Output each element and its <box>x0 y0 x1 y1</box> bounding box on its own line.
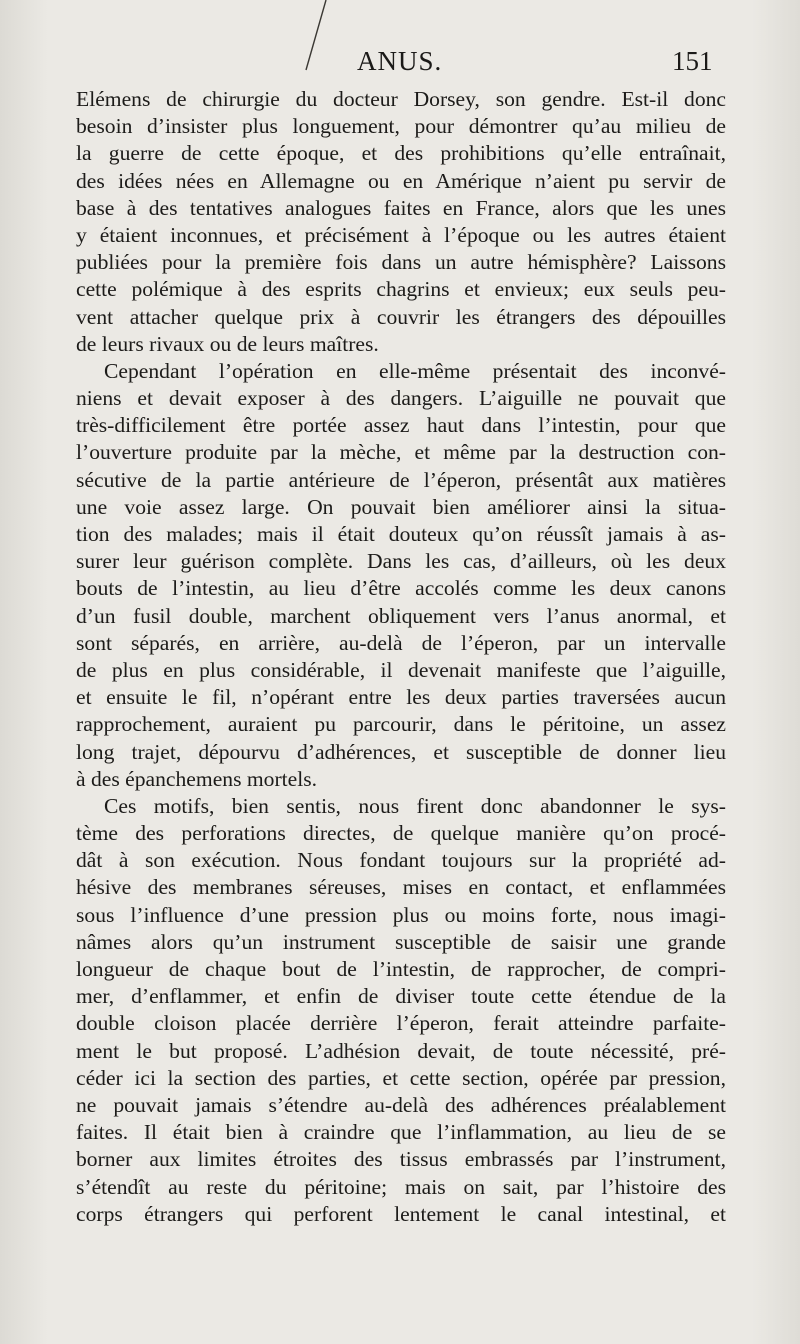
text-line: publiées pour la première fois dans un autre hémisphère? Laissons <box>76 250 726 275</box>
text-line: rapprochement, auraient pu parcourir, dans le péritoine, un assez <box>76 712 726 737</box>
text-line: l’ouverture produite par la mèche, et même par la destruction con- <box>76 440 726 465</box>
text-line: y étaient inconnues, et précisément à l’époque ou les autres étaient <box>76 222 726 247</box>
text-line: la guerre de cette époque, et des prohibitions qu’elle entraînait, <box>76 141 726 166</box>
text-line: longueur de chaque bout de l’intestin, de rapprocher, de compri- <box>76 957 726 981</box>
text-line: s’étendît au reste du péritoine; mais on sait, par l’histoire des <box>76 1174 726 1199</box>
text-line: base à des tentatives analogues faites en France, alors que les unes <box>76 195 726 220</box>
page-header <box>0 46 800 82</box>
text-line: vent attacher quelque prix à couvrir les étrangers des dépouilles <box>76 304 726 329</box>
text-line: une voie assez large. On pouvait bien améliorer ainsi la situa- <box>76 494 726 519</box>
text-line: sont séparés, en arrière, au-delà de l’éperon, par un intervalle <box>76 630 726 655</box>
text-line: niens et devait exposer à des dangers. L’aiguille ne pouvait que <box>76 386 726 411</box>
text-line: Elémens de chirurgie du docteur Dorsey, son gendre. Est-il donc <box>76 87 726 111</box>
text-line: besoin d’insister plus longuement, pour démontrer qu’au milieu de <box>76 114 726 139</box>
text-line: hésive des membranes séreuses, mises en contact, et enflammées <box>76 875 726 900</box>
text-line: sous l’influence d’une pression plus ou moins forte, nous imagi- <box>76 902 726 927</box>
text-line: très-difficilement être portée assez haut dans l’intestin, pour que <box>76 413 726 438</box>
text-line: faites. Il était bien à craindre que l’inflammation, au lieu de se <box>76 1120 726 1145</box>
body-text <box>76 86 726 1228</box>
text-line: nâmes alors qu’un instrument susceptible de saisir une grande <box>76 929 726 954</box>
text-line: surer leur guérison complète. Dans les cas, d’ailleurs, où les deux <box>76 549 726 574</box>
text-line: à des épanchemens mortels. <box>76 766 318 791</box>
text-line: tion des malades; mais il était douteux qu’on réussît jamais à as- <box>76 522 726 546</box>
page-number: 151 <box>672 46 713 76</box>
text-line: cette polémique à des esprits chagrins et envieux; eux seuls peu- <box>76 277 726 302</box>
text-line: des idées nées en Allemagne ou en Amérique n’aient pu servir de <box>76 168 726 193</box>
text-line: ne pouvait jamais s’étendre au-delà des adhérences préalablement <box>76 1092 726 1117</box>
text-line: long trajet, dépourvu d’adhérences, et susceptible de donner lieu <box>76 739 726 764</box>
text-line: et ensuite le fil, n’opérant entre les deux parties traversées aucun <box>76 685 726 710</box>
text-line: borner aux limites étroites des tissus embrassés par l’instrument, <box>76 1147 726 1172</box>
text-line: dât à son exécution. Nous fondant toujours sur la propriété ad- <box>76 848 726 873</box>
text-line: sécutive de la partie antérieure de l’éperon, présentât aux matières <box>76 467 726 492</box>
text-line: bouts de l’intestin, au lieu d’être accolés comme les deux canons <box>76 576 726 601</box>
text-line: double cloison placée derrière l’éperon, ferait atteindre parfaite- <box>76 1011 726 1036</box>
text-line: tème des perforations directes, de quelque manière qu’on procé- <box>76 821 726 846</box>
text-line: ment le but proposé. L’adhésion devait, de toute nécessité, pré- <box>76 1038 726 1063</box>
text-line: céder ici la section des parties, et cette section, opérée par pression, <box>76 1065 726 1090</box>
text-line: de plus en plus considérable, il devenait manifeste que l’aiguille, <box>76 657 726 682</box>
text-line: corps étrangers qui perforent lentement le canal intestinal, et <box>76 1201 726 1226</box>
text-line: Cependant l’opération en elle-même présentait des inconvé- <box>104 358 726 383</box>
text-line: mer, d’enflammer, et enfin de diviser toute cette étendue de la <box>76 984 726 1009</box>
text-line: de leurs rivaux ou de leurs maîtres. <box>76 331 379 356</box>
running-title: ANUS. <box>357 46 443 76</box>
text-line: Ces motifs, bien sentis, nous firent donc abandonner le sys- <box>104 793 726 818</box>
text-line: d’un fusil double, marchent obliquement vers l’anus anormal, et <box>76 603 726 628</box>
